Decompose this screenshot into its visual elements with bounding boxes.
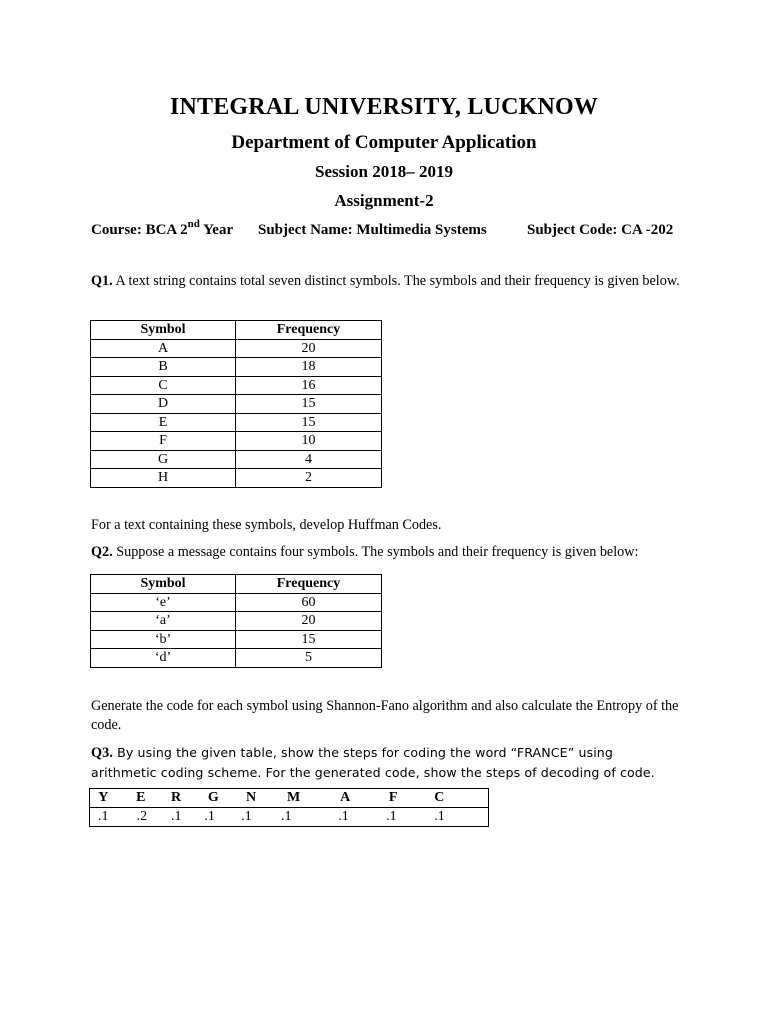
symbol-cell: G	[191, 789, 235, 808]
frequency-cell: 16	[236, 376, 382, 395]
q3-text: By using the given table, show the steps for coding the word “FRANCE” using arithmetic coding scheme. For the generated code, show the steps of decoding of code.	[91, 745, 655, 780]
question-2	[91, 543, 681, 562]
symbol-cell: A	[91, 339, 236, 358]
q2-label: Q2.	[91, 544, 113, 560]
frequency-cell: 20	[236, 339, 382, 358]
q3-probability-table	[89, 788, 489, 827]
symbol-cell: Y	[90, 789, 117, 808]
symbol-header: Symbol	[91, 575, 236, 594]
symbol-cell: H	[91, 469, 236, 488]
probability-cell: .1	[416, 808, 488, 827]
q3-label: Q3.	[91, 745, 113, 761]
table-row	[91, 593, 382, 612]
symbol-cell: F	[91, 432, 236, 451]
frequency-cell: 15	[236, 395, 382, 414]
probability-cell: .1	[90, 808, 117, 827]
frequency-cell: 10	[236, 432, 382, 451]
q1-frequency-table	[90, 320, 382, 488]
symbol-cell: ‘a’	[91, 612, 236, 631]
frequency-header: Frequency	[236, 321, 382, 340]
symbol-cell: ‘e’	[91, 593, 236, 612]
symbol-cell: E	[117, 789, 165, 808]
table-row	[91, 358, 382, 377]
table-row	[91, 630, 382, 649]
symbol-cell: M	[267, 789, 320, 808]
assignment-label: Assignment-2	[334, 191, 434, 210]
q1-text: A text string contains total seven distinct symbols. The symbols and their frequency is given below.	[112, 273, 680, 289]
course-label: Course: BCA 2nd Year	[91, 218, 234, 238]
probability-cell: .2	[117, 808, 165, 827]
table-header-row	[91, 321, 382, 340]
probability-cell: .1	[191, 808, 235, 827]
table-row	[91, 376, 382, 395]
frequency-header: Frequency	[236, 575, 382, 594]
symbol-cell: F	[370, 789, 416, 808]
probability-cell: .1	[370, 808, 416, 827]
symbol-cell: A	[320, 789, 370, 808]
table-row	[91, 469, 382, 488]
session-label: Session 2018– 2019	[315, 162, 453, 181]
q1-label: Q1.	[91, 273, 113, 289]
probability-cell: .1	[165, 808, 191, 827]
subject-name-label: Subject Name: Multimedia Systems	[258, 222, 487, 238]
symbol-cell: G	[91, 450, 236, 469]
subject-code-label: Subject Code: CA -202	[527, 222, 674, 238]
table-row	[91, 450, 382, 469]
frequency-cell: 15	[236, 413, 382, 432]
symbol-cell: ‘b’	[91, 630, 236, 649]
frequency-cell: 60	[236, 593, 382, 612]
frequency-cell: 15	[236, 630, 382, 649]
question-3	[91, 743, 681, 782]
symbol-cell: C	[416, 789, 488, 808]
table-row	[91, 649, 382, 668]
frequency-cell: 5	[236, 649, 382, 668]
frequency-cell: 18	[236, 358, 382, 377]
probability-cell: .1	[235, 808, 267, 827]
question-1	[91, 272, 681, 291]
probability-cell: .1	[320, 808, 370, 827]
symbol-cell: N	[235, 789, 267, 808]
q2-followup: Generate the code for each symbol using Shannon-Fano algorithm and also calculate the Entropy of the code.	[91, 698, 679, 733]
university-title: INTEGRAL UNIVERSITY, LUCKNOW	[169, 94, 599, 120]
probability-cell: .1	[267, 808, 320, 827]
table-row	[91, 413, 382, 432]
probability-row	[90, 808, 489, 827]
q1-followup: For a text containing these symbols, develop Huffman Codes.	[91, 517, 442, 533]
q2-text: Suppose a message contains four symbols. The symbols and their frequency is given below:	[112, 544, 639, 560]
frequency-cell: 4	[236, 450, 382, 469]
symbol-header: Symbol	[91, 321, 236, 340]
course-info-row	[91, 218, 681, 244]
table-row	[91, 395, 382, 414]
symbol-cell: ‘d’	[91, 649, 236, 668]
table-header-row	[91, 575, 382, 594]
symbol-cell: R	[165, 789, 191, 808]
symbol-cell: B	[91, 358, 236, 377]
frequency-cell: 20	[236, 612, 382, 631]
symbol-cell: E	[91, 413, 236, 432]
table-row	[91, 432, 382, 451]
q2-frequency-table	[90, 574, 382, 668]
department-title: Department of Computer Application	[231, 132, 537, 153]
symbol-cell: D	[91, 395, 236, 414]
table-row	[91, 339, 382, 358]
frequency-cell: 2	[236, 469, 382, 488]
symbol-cell: C	[91, 376, 236, 395]
symbol-row	[90, 789, 489, 808]
table-row	[91, 612, 382, 631]
